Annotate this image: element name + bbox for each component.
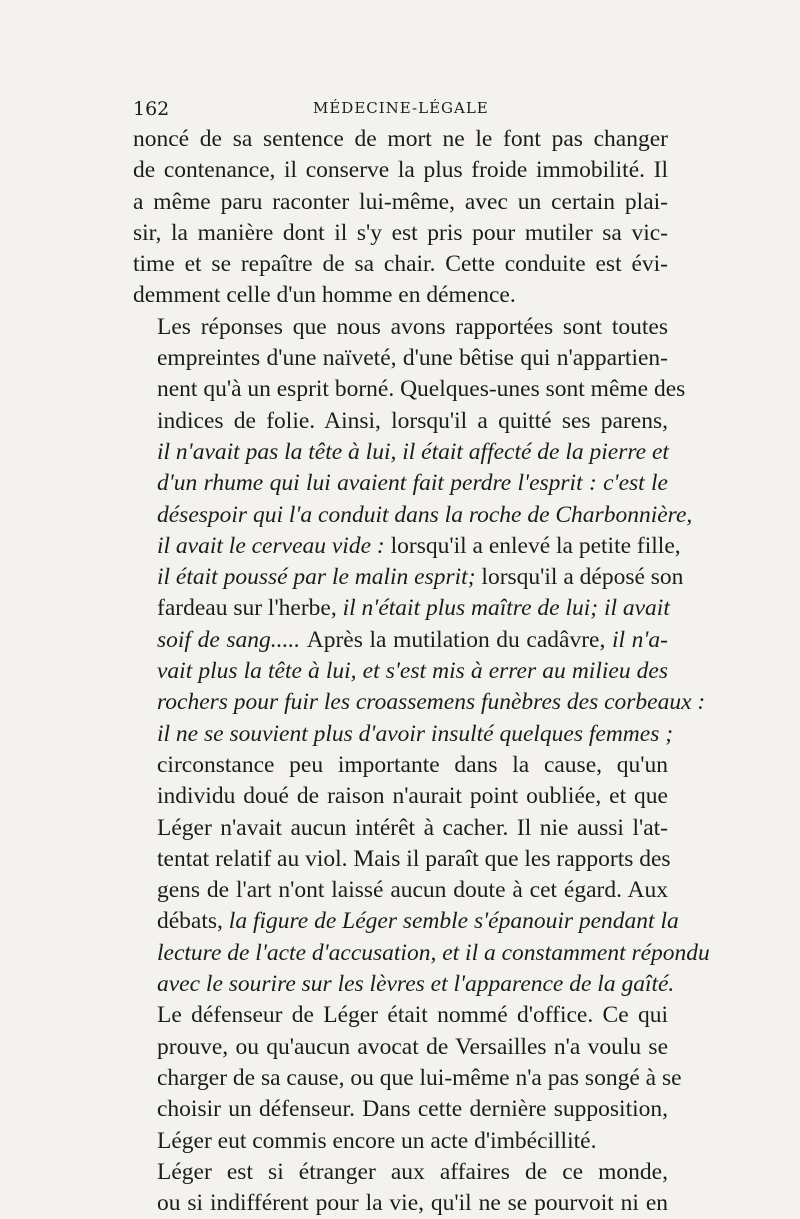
- text-span: demment celle d'un homme en démence.: [133, 282, 516, 309]
- text-line: [133, 1000, 668, 1031]
- text-line: [133, 437, 668, 468]
- text-line: [133, 781, 668, 812]
- paragraph: [133, 124, 668, 312]
- text-span: empreintes d'une naïveté, d'une bêtise qui n'appartien-: [157, 345, 668, 372]
- italic-text: la figure de Léger semble s'épanouir pendant la: [228, 908, 679, 935]
- text-span: Léger est si étranger aux affaires de ce monde,: [157, 1158, 668, 1185]
- italic-text: vait plus la tête à lui, et s'est mis à errer au milieu des: [157, 658, 668, 685]
- text-line: [133, 875, 668, 906]
- text-span: gens de l'art n'ont laissé aucun doute à cet égard. Aux: [157, 877, 668, 904]
- text-line: [133, 1032, 668, 1063]
- italic-text: rochers pour fuir les croassemens funèbres des corbeaux :: [157, 689, 706, 716]
- text-line: [133, 562, 684, 593]
- text-span: Léger eut commis encore un acte d'imbécillité.: [157, 1127, 597, 1154]
- italic-text: avec le sourire sur les lèvres et l'apparence de la gaîté.: [157, 971, 675, 998]
- italic-text: il n'était plus maître de lui; il avait: [342, 595, 670, 622]
- text-line: [133, 468, 668, 499]
- text-span: sir, la manière dont il s'y est pris pour mutiler sa vic-: [133, 219, 668, 246]
- page-header: [133, 98, 668, 122]
- text-span: Léger n'avait aucun intérêt à cacher. Il nie aussi l'at-: [157, 814, 668, 841]
- text-line: [133, 1188, 668, 1219]
- italic-text: il ne se souvient plus d'avoir insulté quelques femmes ;: [157, 720, 674, 747]
- text-span: noncé de sa sentence de mort ne le font pas changer: [133, 126, 668, 152]
- text-line: [133, 593, 668, 624]
- text-line: [133, 280, 668, 311]
- text-line: [133, 187, 668, 218]
- italic-text: d'un rhume qui lui avaient fait perdre l'esprit : c'est le: [157, 470, 668, 497]
- text-line: [133, 1157, 668, 1188]
- paragraph: [133, 1000, 682, 1156]
- text-line: [133, 1126, 668, 1157]
- text-line: [133, 1094, 668, 1125]
- text-span: time et se repaître de sa chair. Cette conduite est évi-: [133, 251, 668, 278]
- text-span: Le défenseur de Léger était nommé d'office. Ce qui: [157, 1002, 668, 1029]
- text-span: Après la mutilation du cadâvre,: [306, 626, 612, 653]
- text-line: [133, 406, 668, 437]
- text-line: [133, 938, 710, 969]
- text-line: [133, 813, 668, 844]
- text-line: [133, 656, 668, 687]
- text-line: [133, 155, 668, 186]
- text-line: [133, 374, 686, 405]
- text-line: [133, 906, 679, 937]
- text-line: [133, 969, 675, 1000]
- text-line: [133, 1063, 682, 1094]
- body-text: [133, 124, 710, 1219]
- text-line: [133, 343, 668, 374]
- text-line: [133, 625, 668, 656]
- italic-text: soif de sang.....: [157, 626, 307, 653]
- paragraph: [133, 1157, 668, 1219]
- italic-text: il n'avait pas la tête à lui, il était affecté de la pierre et: [157, 438, 669, 465]
- running-title: MÉDECINE-LÉGALE: [313, 99, 489, 117]
- text-line: [133, 124, 668, 155]
- text-line: [133, 750, 668, 781]
- text-span: circonstance peu importante dans la cause, qu'un: [157, 751, 668, 778]
- text-span: prouve, ou qu'aucun avocat de Versailles n'a voulu se: [157, 1033, 668, 1060]
- italic-text: lecture de l'acte d'accusation, et il a constamment répondu: [157, 939, 710, 966]
- text-line: [133, 312, 668, 343]
- text-span: ou si indifférent pour la vie, qu'il ne se pourvoit ni en: [157, 1190, 668, 1217]
- text-span: tentat relatif au viol. Mais il paraît que les rapports des: [157, 845, 671, 872]
- italic-text: il avait le cerveau vide :: [157, 532, 391, 559]
- text-span: nent qu'à un esprit borné. Quelques-unes sont même des: [157, 376, 686, 403]
- italic-text: il n'a-: [611, 626, 668, 653]
- text-line: [133, 500, 693, 531]
- text-line: [133, 218, 668, 249]
- text-line: [133, 719, 674, 750]
- text-span: lorsqu'il a déposé son: [481, 564, 684, 591]
- italic-text: il était poussé par le malin esprit;: [157, 564, 482, 591]
- text-span: individu doué de raison n'aurait point oubliée, et que: [157, 783, 668, 810]
- text-span: charger de sa cause, ou que lui-même n'a pas songé à se: [157, 1064, 682, 1091]
- text-span: Les réponses que nous avons rapportées sont toutes: [157, 313, 668, 340]
- text-span: indices de folie. Ainsi, lorsqu'il a quitté ses parens,: [157, 407, 668, 434]
- text-span: débats,: [157, 908, 229, 935]
- text-span: a même paru raconter lui-même, avec un certain plai-: [133, 188, 668, 215]
- text-line: [133, 249, 668, 280]
- text-span: choisir un défenseur. Dans cette dernière supposition,: [157, 1096, 668, 1123]
- italic-text: désespoir qui l'a conduit dans la roche de Charbonnière,: [157, 501, 693, 528]
- text-line: [133, 531, 681, 562]
- text-span: lorsqu'il a enlevé la petite fille,: [390, 532, 681, 559]
- text-span: de contenance, il conserve la plus froide immobilité. Il: [133, 157, 668, 184]
- text-span: fardeau sur l'herbe,: [157, 595, 343, 622]
- paragraph: [133, 312, 710, 1001]
- text-line: [133, 687, 706, 718]
- page-number: 162: [133, 98, 170, 120]
- text-line: [133, 844, 671, 875]
